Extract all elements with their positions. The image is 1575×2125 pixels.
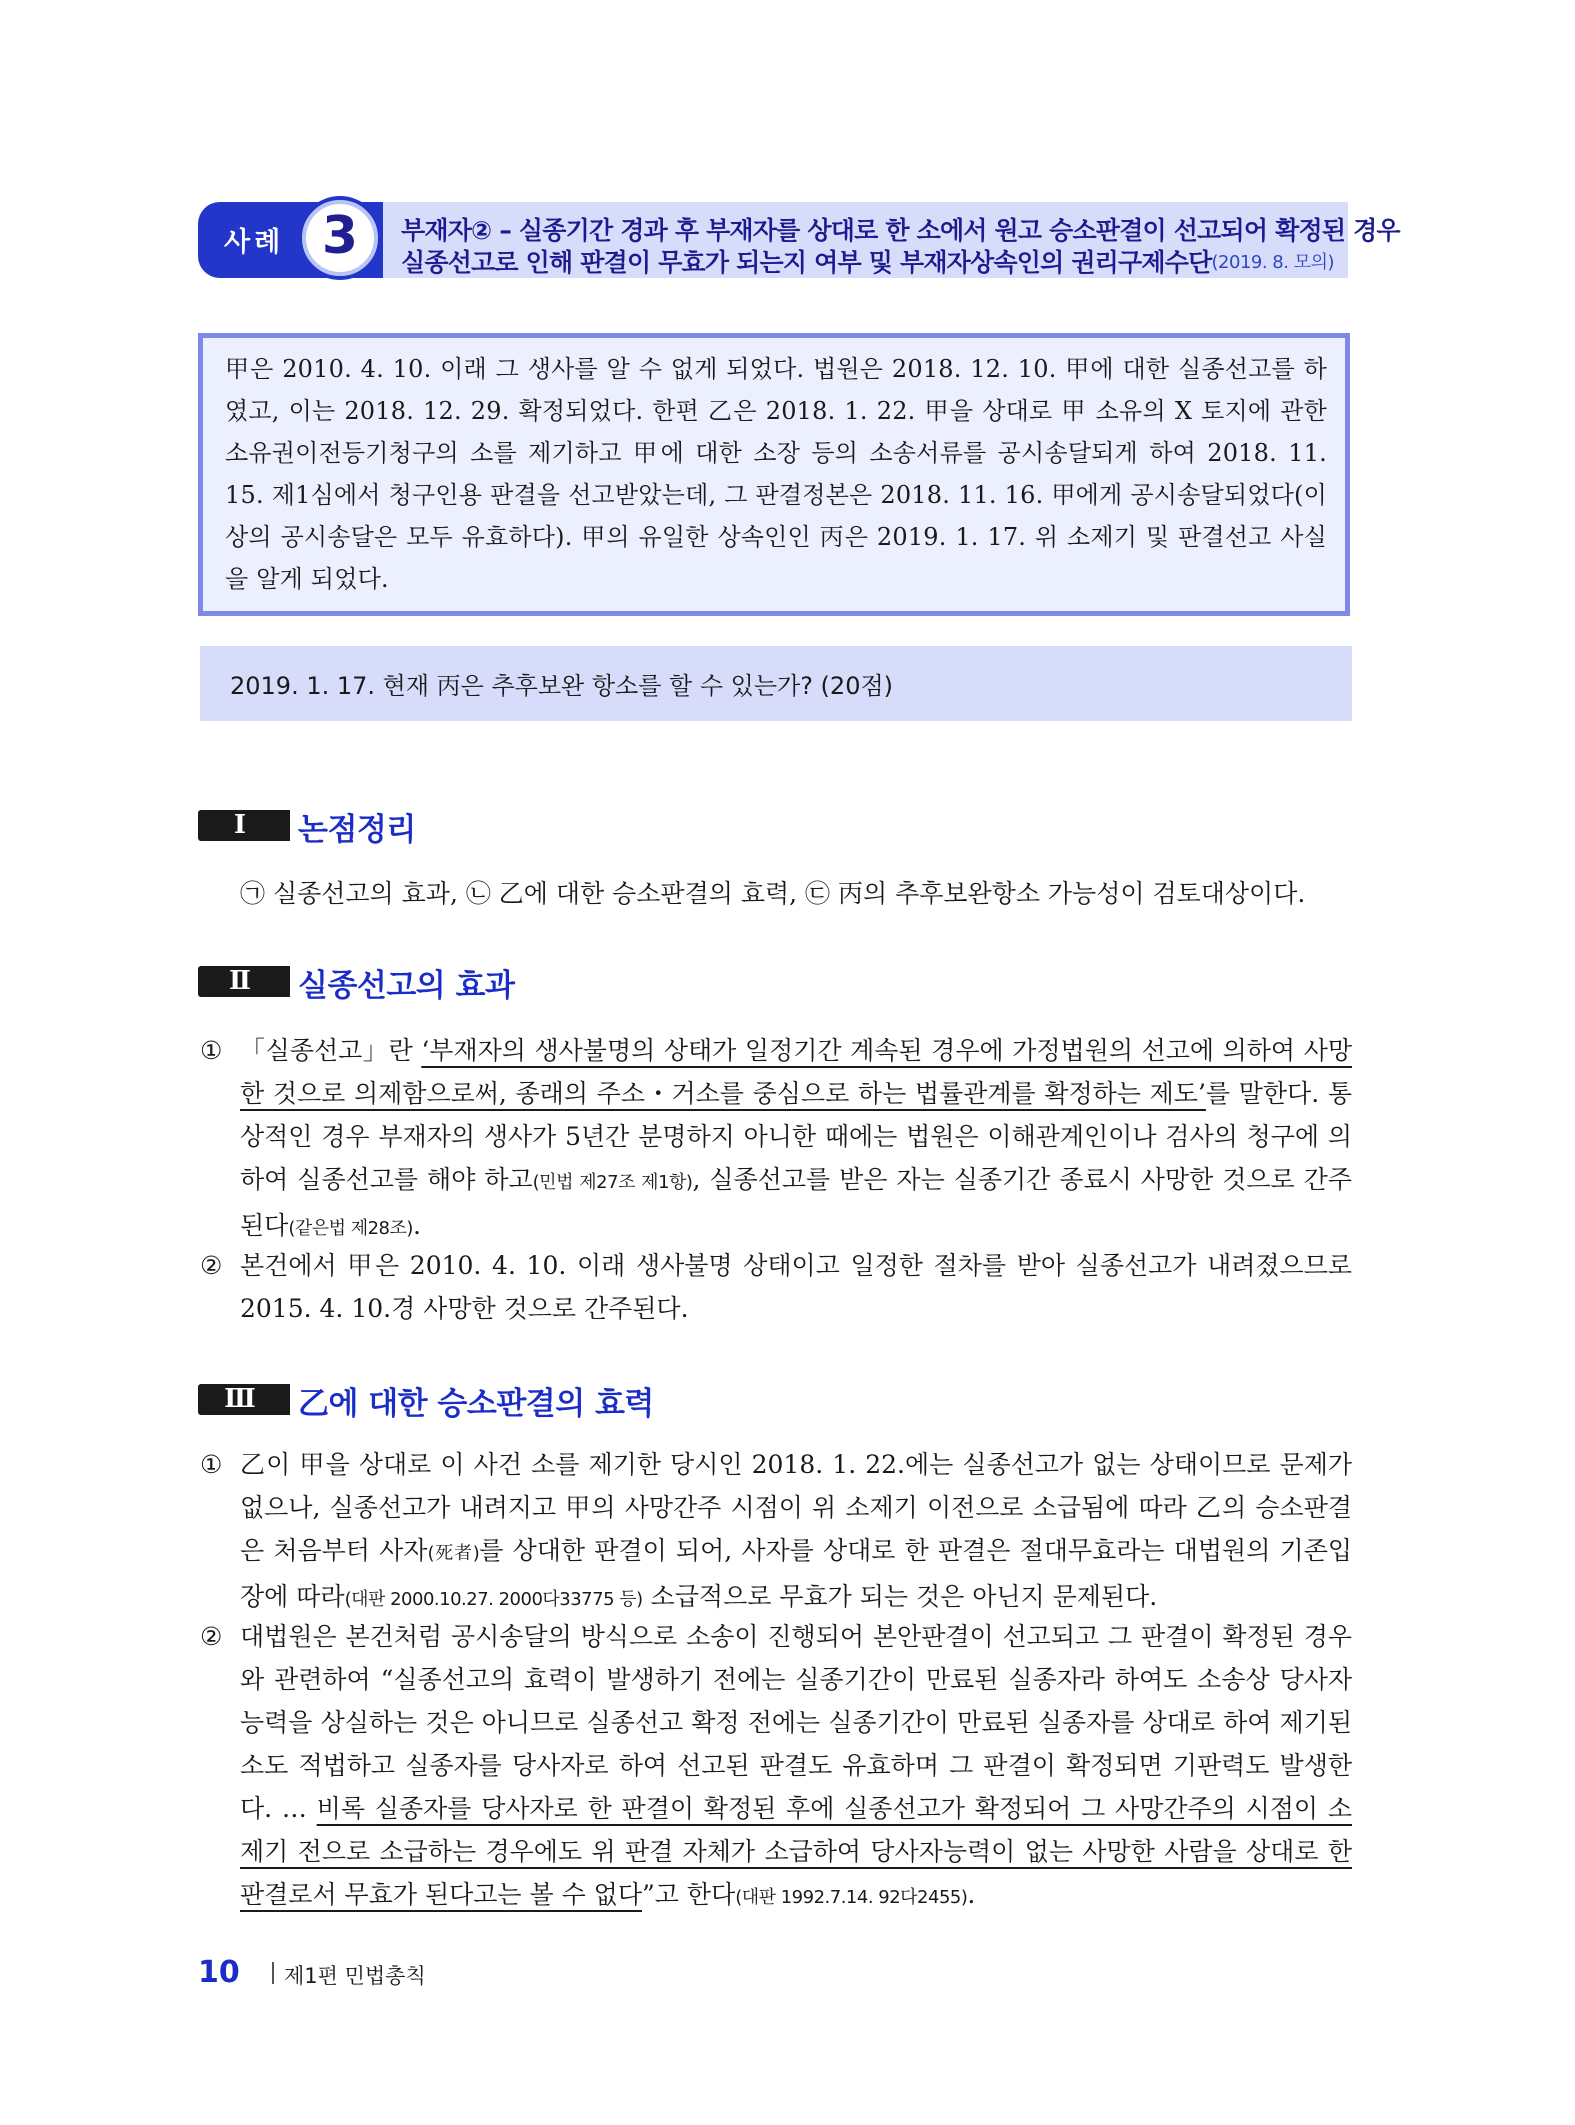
paragraph-text: 소급적으로 무효가 되는 것은 아닌지 문제된다. — [642, 1582, 1158, 1611]
section-number-badge: Ⅰ — [198, 810, 282, 841]
paragraph-text: , 실종선고를 받은 자는 실종기간 종료시 사망한 것으로 간주된다 — [240, 1165, 1352, 1240]
case-source: (2019. 8. 모의) — [1211, 252, 1334, 273]
section-title: 실종선고의 효과 — [298, 968, 515, 1004]
statute-citation: (같은법 제28조) — [288, 1218, 413, 1239]
paragraph-text: . — [412, 1211, 421, 1240]
paragraph-marker: ② — [200, 1251, 223, 1280]
case-number-badge — [298, 196, 382, 280]
section-2-paragraph-1 — [200, 1029, 1352, 1250]
case-label: 사례 — [224, 227, 285, 258]
paragraph-marker: ① — [200, 1450, 223, 1479]
paragraph-text: ”고 한다 — [642, 1880, 736, 1909]
section-3-paragraph-1 — [200, 1443, 1353, 1621]
section-title: 논점정리 — [298, 812, 416, 848]
section-2-paragraph-2 — [200, 1244, 1352, 1330]
statute-citation: (민법 제27조 제1항) — [532, 1172, 693, 1193]
case-title-band — [383, 202, 1400, 278]
footer-chapter: 제1편 민법총칙 — [284, 1964, 426, 1988]
case-title-line-1: 부재자② – 실종기간 경과 후 부재자를 상대로 한 소에서 원고 승소판결이 선고되어 확정된 경우 — [401, 216, 1400, 245]
section-title: 乙에 대한 승소판결의 효력 — [298, 1386, 654, 1422]
underlined-definition: ‘부재자의 생사불명의 상태가 일정기간 계속된 경우에 가정법원의 선고에 의하여 사망한 것으로 의제함으로써, 종래의 주소・거소를 중심으로 하는 법률관계를 확정하는 제도’ — [240, 1036, 1352, 1108]
paragraph-text: 를 상대한 판결이 되어, 사자를 상대로 한 판결은 절대무효라는 대법원의 기존입장에 따라 — [240, 1536, 1353, 1611]
paragraph-text: 乙이 甲을 상대로 이 사건 소를 제기한 당시인 2018. 1. 22.에는 실종선고가 없는 상태이므로 문제가 없으나, 실종선고가 내려지고 甲의 사망간주 시점이 위 소제기 이전으로 소급됨에 따라 乙의 승소판결은 처음부터 사자 — [240, 1450, 1352, 1565]
section-number-badge: Ⅱ — [198, 966, 282, 997]
paragraph-text: 를 말한다. 통상적인 경우 부재자의 생사가 5년간 분명하지 아니한 때에는 법원은 이해관계인이나 검사의 청구에 의하여 실종선고를 해야 하고 — [240, 1079, 1352, 1194]
case-number: 3 — [321, 206, 359, 266]
case-title-line-2: 실종선고로 인해 판결이 무효가 되는지 여부 및 부재자상속인의 권리구제수단 — [401, 248, 1212, 277]
facts-box — [198, 333, 1350, 616]
paragraph-text: . — [967, 1880, 976, 1909]
case-citation: (대판 2000.10.27. 2000다33775 등) — [344, 1589, 643, 1610]
hanja-annotation: (死者) — [427, 1543, 480, 1564]
page-number: 10 — [198, 1955, 240, 1990]
footer-divider — [272, 1962, 274, 1984]
case-header — [198, 196, 1400, 284]
paragraph-marker: ② — [200, 1622, 223, 1651]
underlined-holding: 비록 실종자를 당사자로 한 판결이 확정된 후에 실종선고가 확정되어 그 사망간주의 시점이 소 제기 전으로 소급하는 경우에도 위 판결 자체가 소급하여 당사자능력이 없는 사망한 사람을 상대로 한 판결로서 무효가 된다고는 볼 수 없다 — [240, 1794, 1352, 1909]
paragraph-text: 본건에서 甲은 2010. 4. 10. 이래 생사불명 상태이고 일정한 절차를 받아 실종선고가 내려졌으므로 2015. 4. 10.경 사망한 것으로 간주된다. — [240, 1251, 1352, 1323]
paragraph-text: 「실종선고」란 — [240, 1036, 422, 1065]
question-text: 2019. 1. 17. 현재 丙은 추후보완 항소를 할 수 있는가? (20점) — [230, 672, 894, 700]
paragraph-marker: ① — [200, 1036, 223, 1065]
question-band — [200, 646, 1352, 721]
paragraph-text: 대법원은 본건처럼 공시송달의 방식으로 소송이 진행되어 본안판결이 선고되고 그 판결이 확정된 경우와 관련하여 “실종선고의 효력이 발생하기 전에는 실종기간이 만료된 실종자라 하여도 소송상 당사자능력을 상실하는 것은 아니므로 실종선고 확정 전에는 실종기간이 만료된 실종자를 상대로 하여 제기된 소도 적법하고 실종자를 당사자로 하여 선고된 판결도 유효하며 그 판결이 확정되면 기판력도 발생한다. … — [240, 1622, 1352, 1823]
section-number-badge: Ⅲ — [198, 1384, 282, 1415]
issue-summary-text: ㉠ 실종선고의 효과, ㉡ 乙에 대한 승소판결의 효력, ㉢ 丙의 추후보완항소 가능성이 검토대상이다. — [240, 879, 1306, 908]
section-1-paragraph — [240, 872, 1352, 915]
section-3-paragraph-2 — [200, 1615, 1352, 1919]
facts-text: 甲은 2010. 4. 10. 이래 그 생사를 알 수 없게 되었다. 법원은 2018. 12. 10. 甲에 대한 실종선고를 하였고, 이는 2018. 12. 29. 확정되었다. 한편 乙은 2018. 1. 22. 甲을 상대로 甲 소유의 X 토지에 관한 소유권이전등기청구의 소를 제기하고 甲에 대한 소장 등의 소송서류를 공시송달되게 하여 2018. 11. 15. 제1심에서 청구인용 판결을 선고받았는데, 그 판결정본은 2018. 11. 16. 甲에게 공시송달되었다(이상의 공시송달은 모두 유효하다). 甲의 유일한 상속인인 丙은 2019. 1. 17. 위 소제기 및 판결선고 사실을 알게 되었다. — [225, 355, 1327, 593]
case-citation: (대판 1992.7.14. 92다2455) — [735, 1887, 968, 1908]
